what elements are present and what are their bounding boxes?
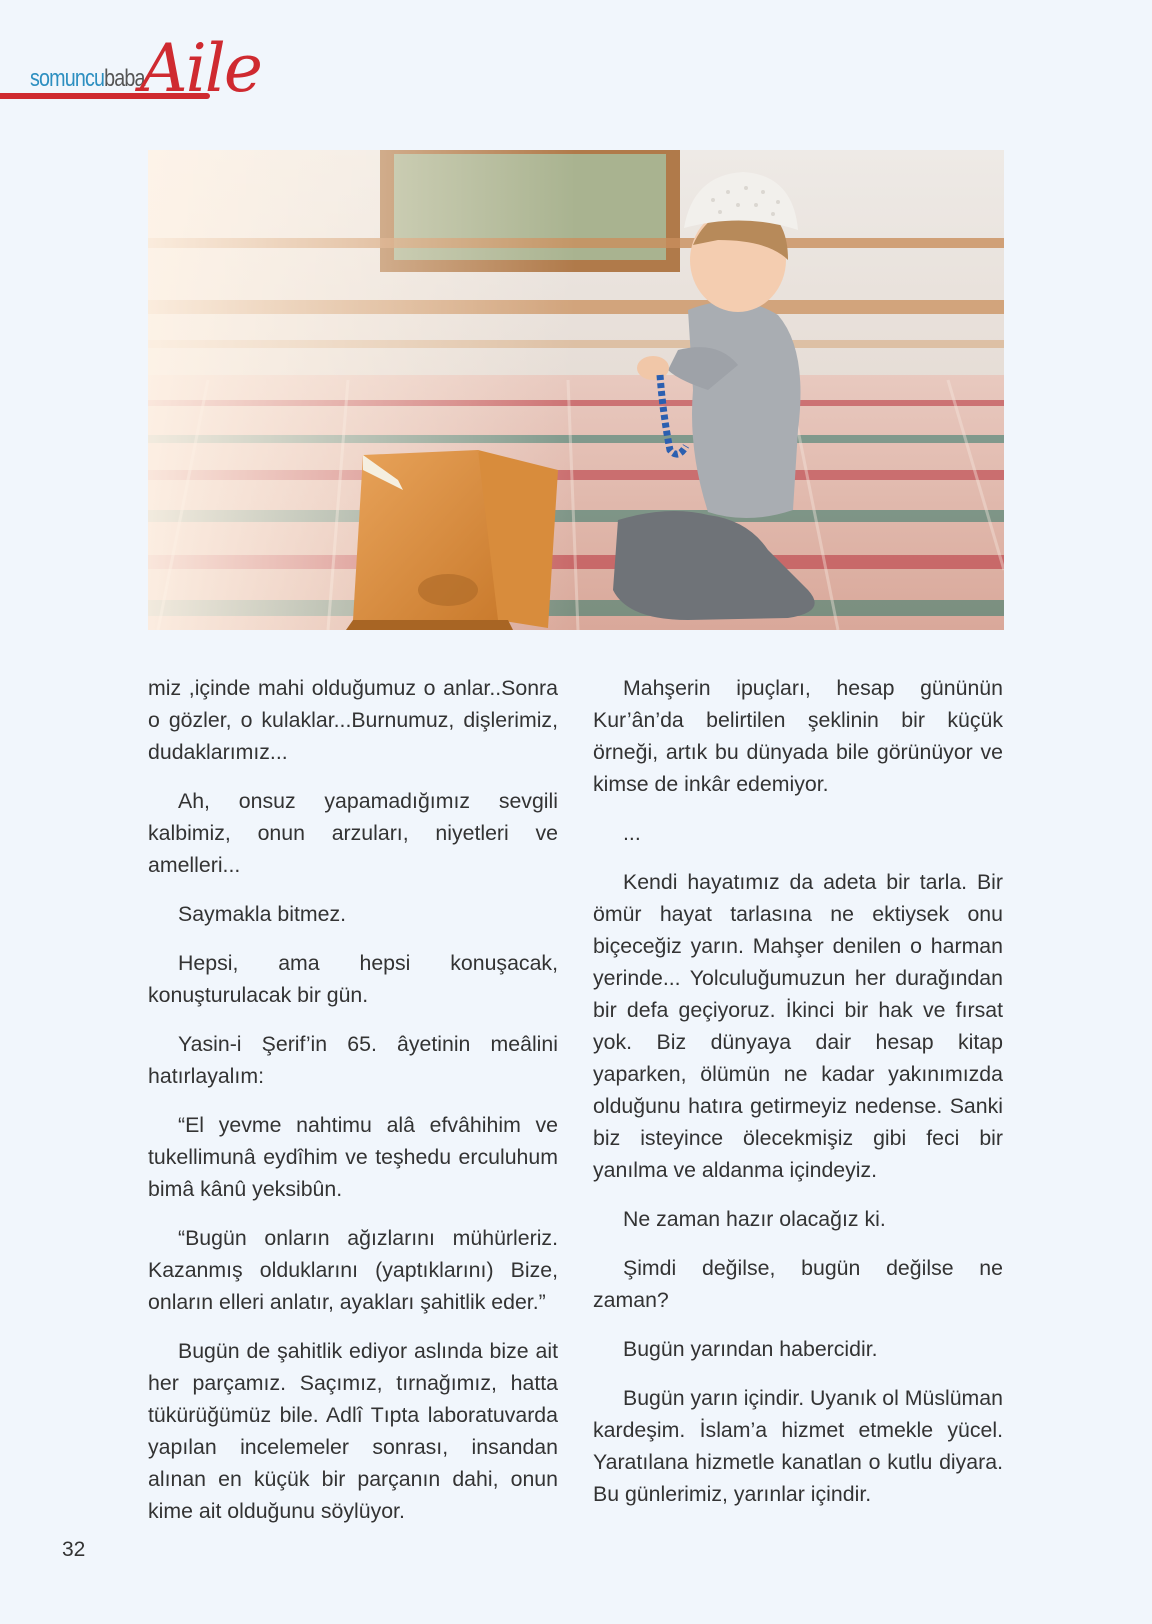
paragraph: Şimdi değilse, bugün değilse ne zaman?: [593, 1256, 1003, 1312]
magazine-logo: [0, 30, 260, 120]
paragraph: Yasin-i Şerif’in 65. âyetinin meâlini hatırlayalım:: [148, 1032, 558, 1088]
paragraph: Mahşerin ipuçları, hesap gününün Kur’ân’da belirtilen şeklinin bir küçük örneği, artık bu dünyada bile görünüyor ve kimse de inkâr edemiyor.: [593, 676, 1003, 796]
article-column-left: [148, 672, 558, 1544]
paragraph: miz ,içinde mahi olduğumuz o anlar..Sonra o gözler, o kulaklar...Burnumuz, dişlerimiz, dudaklarımız...: [148, 676, 558, 764]
paragraph: Ne zaman hazır olacağız ki.: [623, 1207, 886, 1231]
paragraph: “El yevme nahtimu alâ efvâhihim ve tukellimunâ eydîhim ve teşhedu erculuhum bimâ kânû yeksibûn.: [148, 1113, 558, 1201]
article-photo: [148, 150, 1004, 630]
page-number: 32: [62, 1538, 86, 1561]
paragraph: Hepsi, ama hepsi konuşacak, konuşturulacak bir gün.: [148, 951, 558, 1007]
paragraph: Bugün yarın içindir. Uyanık ol Müslüman kardeşim. İslam’a hizmet etmekle yücel. Yaratılana hizmetle kanatlan o kutlu diyara. Bu günlerimiz, yarınlar içindir.: [593, 1386, 1003, 1506]
logo-script-aile: Aile: [140, 30, 261, 107]
article-column-right: [593, 672, 1003, 1527]
paragraph: Bugün de şahitlik ediyor aslında bize ait her parçamız. Saçımız, tırnağımız, hatta tükürüğümüz bile. Adlî Tıpta laboratuvarda yapılan incelemeler sonrası, insandan alınan en küçük bir parçanın dahi, onun kime ait olduğunu söylüyor.: [148, 1339, 558, 1523]
paragraph: Ah, onsuz yapamadığımız sevgili kalbimiz, onun arzuları, niyetleri ve amelleri...: [148, 789, 558, 877]
paragraph: “Bugün onların ağızlarını mühürleriz. Kazanmış olduklarını (yaptıklarını) Bize, onların elleri anlatır, ayakları şahitlik eder.”: [148, 1226, 558, 1314]
paragraph: Bugün yarından habercidir.: [623, 1337, 878, 1361]
photo-boy-praying-illustration: [148, 150, 1004, 630]
logo-wordmark: somuncubaba: [30, 65, 145, 92]
paragraph: Kendi hayatımız da adeta bir tarla. Bir ömür hayat tarlasına ne ektiysek onu biçeceğiz yarın. Mahşer denilen o harman yerinde... Yolculuğumuzun her durağından bir defa geçiyoruz. İkinci bir hak ve fırsat yok. Biz dünyaya dair hesap kitap yaparken, ölümün ne kadar yakınımızda olduğunu hatıra getirmeyiz nedense. Sanki biz isteyince ölecekmişiz gibi feci bir yanılma ve aldanma içindeyiz.: [593, 870, 1003, 1182]
paragraph: ...: [623, 821, 641, 845]
paragraph: Saymakla bitmez.: [178, 902, 347, 926]
